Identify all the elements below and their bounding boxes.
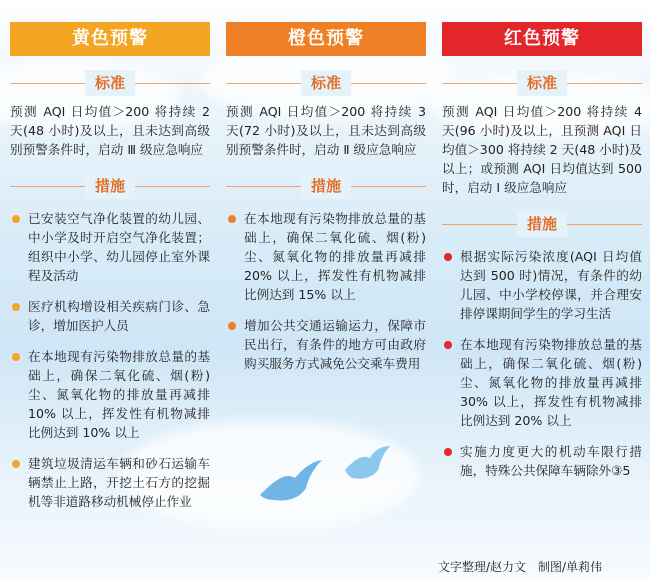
yellow-alert-column (10, 22, 210, 523)
measure-item (10, 297, 210, 335)
bullet-dot-icon (12, 215, 20, 223)
measure-text: 在本地现有污染物排放总量的基础上，确保二氧化硫、烟(粉)尘、氮氧化物的排放量再减排 10% 以上，挥发性有机物减排比例达到 10% 以上 (28, 349, 210, 440)
bullet-dot-icon (12, 303, 20, 311)
measure-text: 建筑垃圾清运车辆和砂石运输车辆禁止上路，开挖土石方的挖掘机等非道路移动机械停止作业 (28, 456, 210, 509)
measure-item (442, 442, 642, 480)
measure-text: 实施力度更大的机动车限行措施，特殊公共保障车辆除外③5 (460, 444, 642, 478)
bullet-dot-icon (228, 322, 236, 330)
measure-item (226, 316, 426, 373)
standard-heading (10, 70, 210, 96)
measure-item (10, 209, 210, 285)
measures-list (226, 209, 426, 373)
orange-alert-title: 橙色预警 (226, 22, 426, 56)
measure-item (226, 209, 426, 304)
standard-label: 标准 (517, 70, 567, 96)
bullet-dot-icon (228, 215, 236, 223)
credits-text: 文字整理/赵力文 制图/单莉伟 (438, 560, 603, 574)
measures-heading (10, 173, 210, 199)
measure-item (10, 347, 210, 442)
measure-item (442, 335, 642, 430)
bullet-dot-icon (444, 253, 452, 261)
measure-text: 在本地现有污染物排放总量的基础上，确保二氧化硫、烟(粉)尘、氮氧化物的排放量再减排 20% 以上，挥发性有机物减排比例达到 15% 以上 (244, 211, 426, 302)
standard-heading (226, 70, 426, 96)
measure-text: 根据实际污染浓度(AQI 日均值达到 500 时)情况，有条件的幼儿园、中小学校停课，并合理安排停课期间学生的学习生活 (460, 249, 642, 321)
bullet-dot-icon (12, 353, 20, 361)
measure-text: 在本地现有污染物排放总量的基础上，确保二氧化硫、烟(粉)尘、氮氧化物的排放量再减排 30% 以上，挥发性有机物减排比例达到 20% 以上 (460, 337, 642, 428)
standard-text: 预测 AQI 日均值＞200 将持续 4 天(96 小时)及以上，且预测 AQI 日均值＞300 将持续 2 天(48 小时)及以上；或预测 AQI 日均值达到 500 时，启动 Ⅰ 级应急响应 (442, 104, 642, 195)
standard-heading (442, 70, 642, 96)
measures-list (442, 247, 642, 480)
measures-label: 措施 (301, 173, 351, 199)
red-alert-column (442, 22, 642, 492)
measure-item (10, 454, 210, 511)
measure-text: 增加公共交通运输运力，保障市民出行，有条件的地方可由政府购买服务方式减免公交乘车费用 (244, 318, 426, 371)
birds-illustration (250, 440, 400, 520)
bullet-dot-icon (444, 448, 452, 456)
standard-text: 预测 AQI 日均值＞200 将持续 2 天(48 小时)及以上，且未达到高级别预警条件时，启动 Ⅲ 级应急响应 (10, 104, 210, 157)
measures-list (10, 209, 210, 511)
measures-label: 措施 (517, 211, 567, 237)
bullet-dot-icon (12, 460, 20, 468)
measure-text: 已安装空气净化装置的幼儿园、中小学及时开启空气净化装置；组织中小学、幼儿园停止室外课程及活动 (28, 211, 210, 283)
standard-label: 标准 (85, 70, 135, 96)
bird-icon (345, 446, 390, 479)
orange-alert-column (226, 22, 426, 385)
bullet-dot-icon (444, 341, 452, 349)
red-alert-title: 红色预警 (442, 22, 642, 56)
measures-heading (226, 173, 426, 199)
standard-text: 预测 AQI 日均值＞200 将持续 3 天(72 小时)及以上，且未达到高级别预警条件时，启动 Ⅱ 级应急响应 (226, 104, 426, 157)
bird-icon (260, 460, 322, 501)
measure-item (442, 247, 642, 323)
measures-label: 措施 (85, 173, 135, 199)
measures-heading (442, 211, 642, 237)
standard-label: 标准 (301, 70, 351, 96)
measure-text: 医疗机构增设相关疾病门诊、急诊，增加医护人员 (28, 299, 210, 333)
yellow-alert-title: 黄色预警 (10, 22, 210, 56)
